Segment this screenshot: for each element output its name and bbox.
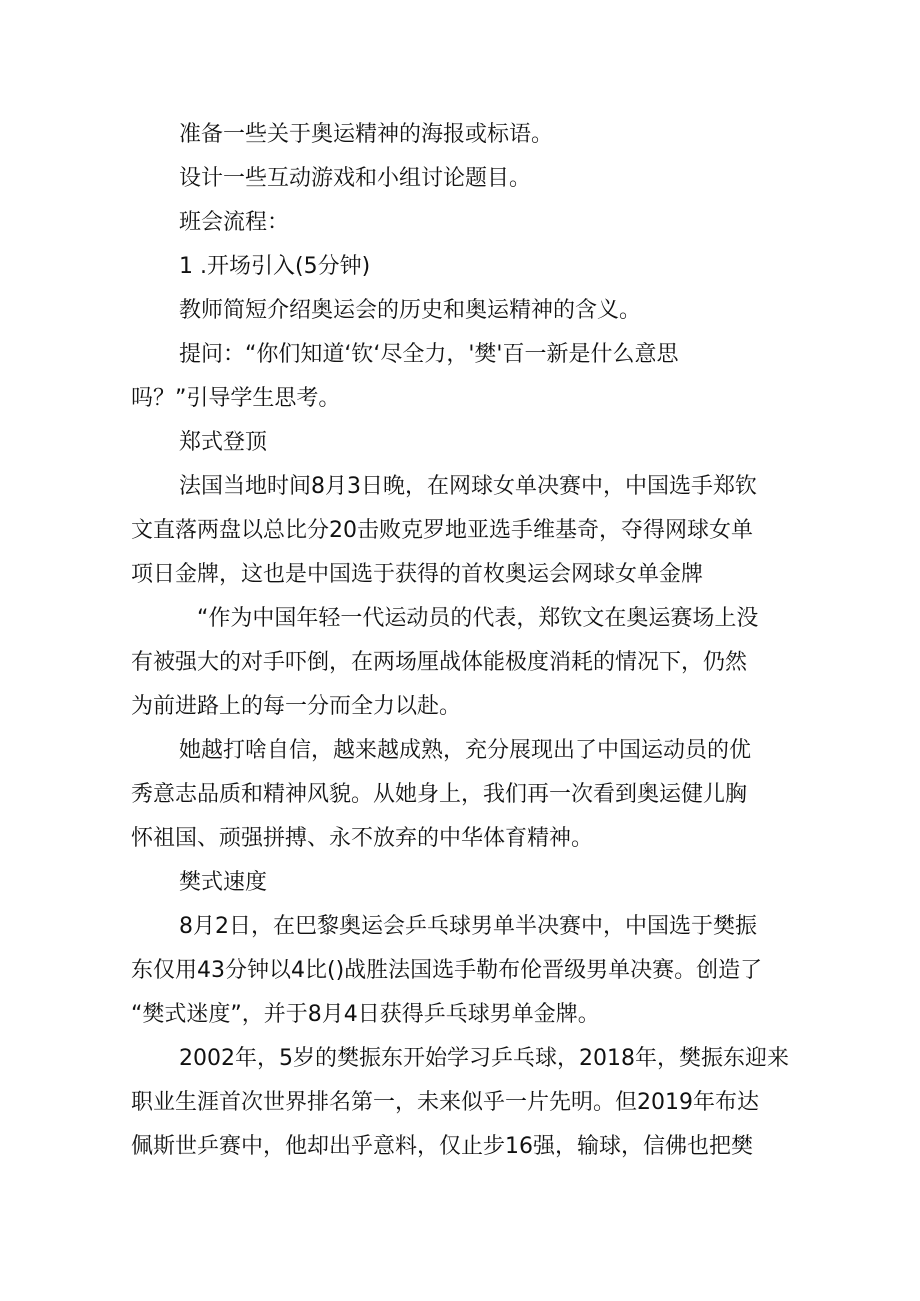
- text-line: 佩斯世乒赛中，他却出乎意料，仅止步16强，输球，信佛也把樊: [131, 1134, 753, 1159]
- text-line: 文直落两盘以总比分20击败克罗地亚选手维基奇，夺得网球女单: [131, 518, 753, 543]
- text-line: 她越打啥自信，越来越成熟，充分展现出了中国运动员的优: [179, 738, 752, 763]
- text-line: 法国当地时间8月3日晚，在网球女单决赛中，中国选手郑钦: [179, 474, 757, 499]
- text-line: 8月2日，在巴黎奥运会乒乓球男单半决赛中，中国选于樊振: [179, 914, 757, 939]
- text-line: 班会流程：: [179, 210, 290, 235]
- text-line: 准备一些关于奥运精神的海报或标语。: [179, 122, 554, 147]
- text-line: 2002年，5岁的樊振东开始学习乒乓球，2018年，樊振东迎来: [179, 1046, 789, 1071]
- text-line: 设计一些互动游戏和小组讨论题目。: [179, 166, 532, 191]
- text-line: 有被强大的对手吓倒，在两场厘战体能极度消耗的情况下，仍然: [131, 650, 748, 675]
- text-line: “樊式迷度”，并于8月4日获得乒乓球男单金牌。: [131, 1002, 600, 1027]
- document-body: [131, 113, 791, 1169]
- text-line: 1 .开场引入(5分钟): [179, 254, 371, 279]
- text-line: 为前进路上的每一分而全力以赴。: [131, 694, 462, 719]
- text-line: “作为中国年轻一代运动员的代表，郑钦文在奥运赛场上没: [197, 606, 759, 631]
- text-line: 职业生涯首次世界排名第一，未来似乎一片先明。但2019年布达: [131, 1090, 759, 1115]
- text-line: 东仅用43分钟以4比()战胜法国选手勒布伦晋级男单决赛。创造了: [131, 958, 763, 983]
- section-heading: 郑式登顶: [179, 430, 268, 455]
- section-heading: 樊式速度: [179, 870, 268, 895]
- text-line: 怀祖国、顽强拼搏、永不放弃的中华体育精神。: [131, 826, 594, 851]
- text-line: 吗？”引导学生思考。: [131, 386, 341, 411]
- text-line: 项日金牌，这也是中国选于获得的首枚奥运会网球女单金牌: [131, 562, 704, 587]
- text-line: 教师简短介绍奥运会的历史和奥运精神的含义。: [179, 298, 642, 323]
- text-line: 秀意志品质和精神风貌。从她身上，我们再一次看到奥运健儿胸: [131, 782, 748, 807]
- text-line: 提问：“你们知道‘钦‘尽全力，'樊'百一新是什么意思: [179, 342, 679, 367]
